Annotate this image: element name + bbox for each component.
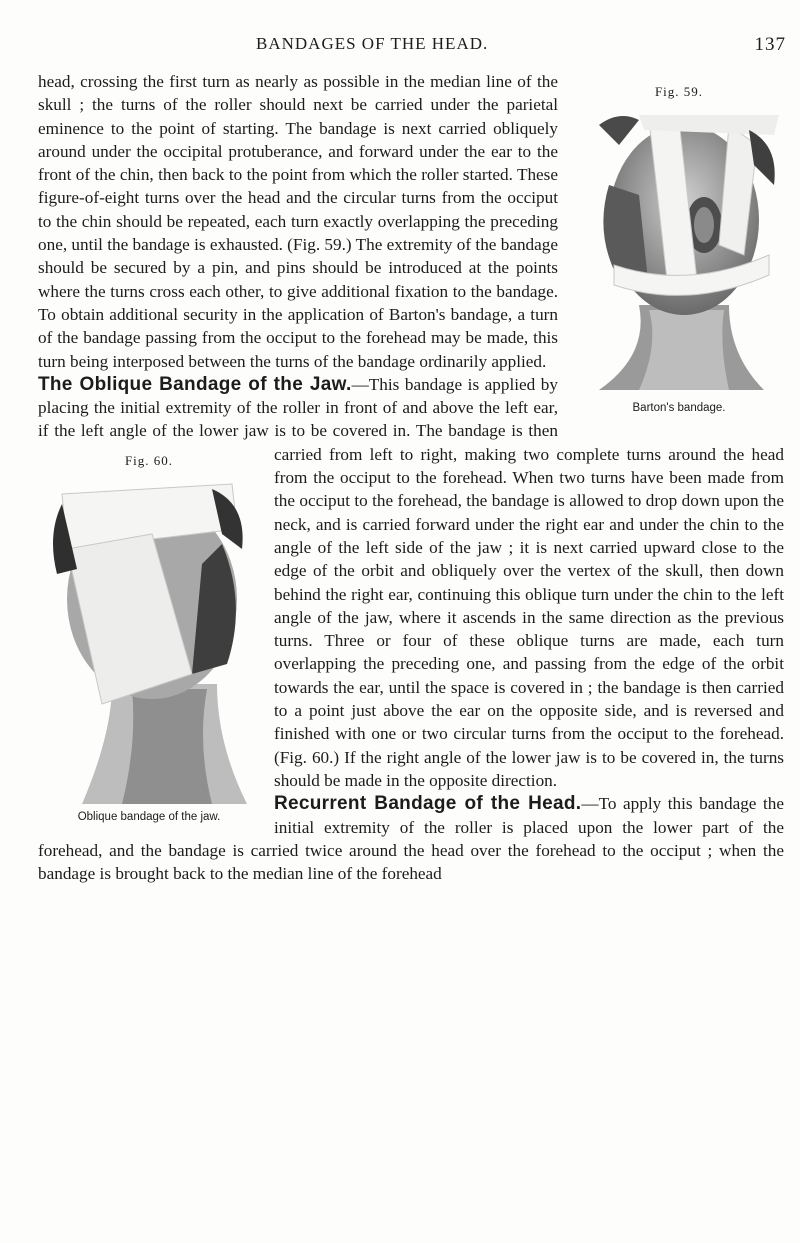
heading-oblique-bandage: The Oblique Bandage of the Jaw. <box>38 373 352 395</box>
figure-60-label: Fig. 60. <box>124 452 174 468</box>
heading-recurrent-bandage: Recurrent Bandage of the Head. <box>274 793 582 815</box>
figure-60-caption: Oblique bandage of the jaw. <box>77 811 221 824</box>
paragraph-barton-continued: head, crossing the first turn as nearly as possible in the median line of the skull ; the turns of the roller should next be carried under the parietal eminence to the point of starting. The bandage is next carried obliquely around under the occipital protuberance, and forward under the ear to the front of the chin, then back to the point from which the roller started. These figure-of-eight turns over the head and the circular turns from the occiput to the chin should be repeated, each turn exactly overlapping the preceding one, until the bandage is exhausted. (Fig. 59.) The extremity of the bandage should be secured by a pin, and pins should be introduced at the points where the turns cross each other, to give additional fixation to the bandage. To obtain additional security in the application of Barton's bandage, a turn of the bandage passing from the occiput to the forehead may be made, this turn being interposed between the turns of the bandage ordinarily applied. <box>38 72 558 371</box>
figure-59-caption: Barton's bandage. <box>632 402 726 415</box>
running-title: BANDAGES OF THE HEAD. <box>256 34 489 53</box>
page-body <box>38 70 784 885</box>
barton-bandage-illustration <box>579 105 779 395</box>
figure-60 <box>38 449 260 830</box>
oblique-bandage-text: —This bandage is applied by placing the initial extremity of the roller in front of and above the left ear, if the left angle of the lower jaw is to be covered in. The bandage is then carried from left to right, Fig. 60. Oblique bandage of the jaw. making two complete turns around the head from the occiput to the forehead. When two turns have been made from the occiput to the forehead, the bandage is allowed to drop down upon the neck, and is carried forward under the right ear and under the chin to the angle of the left side of the jaw ; it is next carried upward close to the edge of the orbit and obliquely over the vertex of the skull, then down behind the right ear, continuing this oblique turn under the chin to the left angle of the jaw, where it ascends in the same direction as the previous turns. Three or four of these oblique turns are made, each turn overlapping the preceding one, and passing from the edge of the orbit towards the ear, until the space is covered in ; the bandage is then carried to a point just above the ear on the opposite side, and is reversed and finished with one or two circular turns from the occiput to the forehead. (Fig. 60.) If the right angle of the lower jaw is to be covered in, the turns should be made in the opposite direction. <box>38 375 784 790</box>
page-number: 137 <box>754 34 786 55</box>
running-header <box>34 28 786 58</box>
figure-59 <box>574 80 784 421</box>
oblique-jaw-bandage-illustration <box>42 474 257 804</box>
figure-59-label: Fig. 59. <box>654 84 704 99</box>
recurrent-bandage-text: —To apply this bandage the initial extremity of the roller is placed upon the lower part of the forehead, and the bandage is carried twice around the head over the forehead to the occiput ; when the bandage is brought back to the median line of the forehead <box>38 794 785 884</box>
